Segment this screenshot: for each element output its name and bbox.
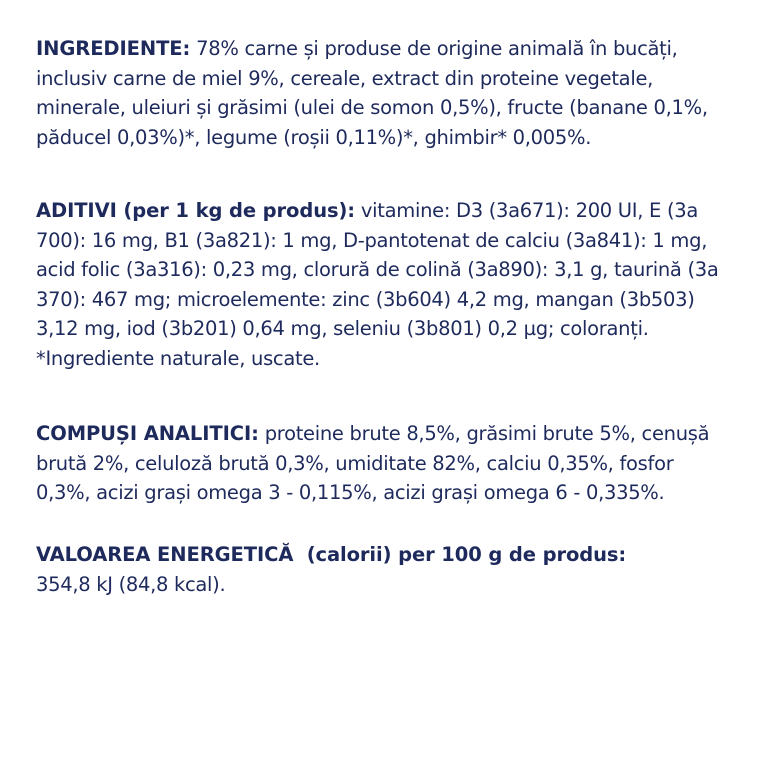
additives-heading: ADITIVI (per 1 kg de produs): — [36, 199, 356, 222]
ingredients-text-4: păducel 0,03%)*, legume (roșii 0,11%)*, ghimbir* 0,005%. — [36, 125, 592, 149]
additives-text-5: 3,12 mg, iod (3b201) 0,64 mg, seleniu (3b801) 0,2 µg; coloranți. — [36, 317, 649, 340]
analytical-line-1 — [36, 419, 752, 449]
ingredients-line-1 — [36, 34, 752, 64]
additives-footnote: *Ingrediente naturale, uscate. — [36, 346, 320, 370]
ingredients-text-2: inclusiv carne de miel 9%, cereale, extract din proteine vegetale, — [36, 66, 654, 90]
additives-text-1: vitamine: D3 (3a671): 200 UI, E (3a — [355, 199, 699, 222]
additives-text-2: 700): 16 mg, B1 (3a821): 1 mg, D-pantotenat de calciu (3a841): 1 mg, — [36, 228, 708, 252]
energy-value-section — [36, 540, 752, 599]
analytical-text-2: brută 2%, celuloză brută 0,3%, umiditate 82%, calciu 0,35%, fosfor — [36, 451, 674, 475]
ingredients-heading: INGREDIENTE: — [36, 37, 191, 60]
energy-value-heading: VALOAREA ENERGETICĂ (calorii) per 100 g de produs: — [36, 543, 627, 566]
additives-text-3: acid folic (3a316): 0,23 mg, clorură de colină (3a890): 3,1 g, taurină (3a — [36, 258, 719, 281]
analytical-text-1: proteine brute 8,5%, grăsimi brute 5%, cenușă — [258, 422, 710, 445]
additives-text-4: 370): 467 mg; microelemente: zinc (3b604) 4,2 mg, mangan (3b503) — [36, 287, 695, 311]
analytical-heading: COMPUȘI ANALITICI: — [36, 422, 259, 445]
additives-line-1 — [36, 196, 752, 226]
analytical-text-3: 0,3%, acizi grași omega 3 - 0,115%, acizi grași omega 6 - 0,335%. — [36, 481, 665, 504]
ingredients-section — [36, 34, 752, 152]
ingredients-text-1: 78% carne și produse de origine animală în bucăți, — [190, 37, 678, 60]
ingredients-text-3: minerale, uleiuri și grăsimi (ulei de somon 0,5%), fructe (banane 0,1%, — [36, 96, 708, 119]
additives-section — [36, 196, 752, 373]
energy-value-text: 354,8 kJ (84,8 kcal). — [36, 572, 226, 596]
analytical-components-section — [36, 419, 752, 508]
